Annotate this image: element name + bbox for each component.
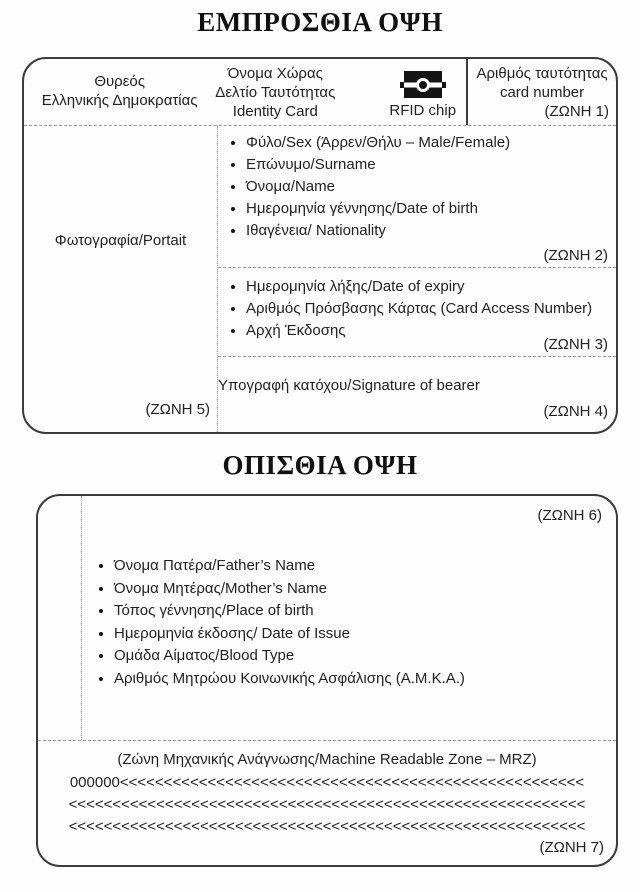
zone6-section: [82, 496, 616, 740]
list-item: • Ημερομηνία γέννησης/Date of birth: [246, 198, 616, 220]
list-item: • Όνομα Πατέρα/Father’s Name: [114, 555, 616, 578]
crest-label-line1: Θυρεός: [94, 73, 145, 90]
photo-label: Φωτογραφία/Portait: [54, 232, 187, 249]
list-item: • Αριθμός Πρόσβασης Κάρτας (Card Access Number): [246, 298, 616, 320]
mrz-line-1: 000000<<<<<<<<<<<<<<<<<<<<<<<<<<<<<<<<<<<<<<<<<<<<<<<<<<<<<: [69, 774, 585, 791]
back-card-diagram: [36, 494, 618, 867]
list-item: • Τόπος γέννησης/Place of birth: [114, 600, 616, 623]
list-item: • Επώνυμο/Surname: [246, 154, 616, 176]
crest-cell: [24, 59, 215, 125]
mrz-line-3: <<<<<<<<<<<<<<<<<<<<<<<<<<<<<<<<<<<<<<<<<<<<<<<<<<<<<<<<<<<: [68, 818, 586, 835]
country-name-cell: [215, 59, 379, 125]
front-zones-column: [218, 126, 616, 432]
back-bullet-list: [82, 555, 616, 690]
front-card-diagram: [22, 57, 618, 434]
zone7-label: (ΖΩΝΗ 7): [539, 839, 604, 856]
back-left-margin-cell: [38, 496, 82, 740]
country-line2: Δελτίο Ταυτότητας: [215, 83, 336, 101]
zone2-section: [218, 126, 616, 268]
list-item: • Αριθμός Μητρώου Κοινωνικής Ασφάλισης (Α.Μ.Κ.Α.): [114, 668, 616, 691]
rfid-cell: [379, 59, 466, 125]
crest-label-line2: Ελληνικής Δημοκρατίας: [41, 92, 198, 109]
zone1-line1: Αριθμός ταυτότητας: [476, 64, 608, 82]
back-side-title: ΟΠΙΣΘΙΑ ΟΨΗ: [222, 450, 418, 480]
list-item: • Ημερομηνία έκδοσης/ Date of Issue: [114, 623, 616, 646]
zone1-label: (ΖΩΝΗ 1): [544, 102, 609, 120]
zone3-section: [218, 268, 616, 357]
list-item: • Ημερομηνία λήξης/Date of expiry: [246, 276, 616, 298]
country-line3: Identity Card: [232, 102, 318, 120]
list-item: • Όνομα/Name: [246, 176, 616, 198]
zone1-cell: [466, 59, 616, 125]
signature-label: Υπογραφή κατόχου/Signature of bearer: [218, 377, 480, 394]
zone2-bullet-list: [218, 132, 616, 242]
list-item: • Φύλο/Sex (Άρρεν/Θήλυ – Male/Female): [246, 132, 616, 154]
list-item: • Ιθαγένεια/ Nationality: [246, 220, 616, 242]
zone4-label: (ΖΩΝΗ 4): [543, 403, 608, 420]
rfid-label: RFID chip: [389, 102, 457, 119]
front-header-row: [24, 59, 616, 126]
front-side-title: ΕΜΠΡΟΣΘΙΑ ΟΨΗ: [197, 7, 443, 37]
list-item: • Όνομα Μητέρας/Mother’s Name: [114, 578, 616, 601]
front-body: [24, 126, 616, 432]
zone3-label: (ΖΩΝΗ 3): [543, 336, 608, 353]
zone6-label: (ΖΩΝΗ 6): [537, 507, 602, 524]
photo-zone5-cell: [24, 126, 218, 432]
rfid-chip-icon: [400, 71, 446, 98]
zone2-label: (ΖΩΝΗ 2): [543, 247, 608, 264]
country-line1: Όνομα Χώρας: [227, 64, 323, 82]
zone5-label: (ΖΩΝΗ 5): [145, 401, 210, 418]
mrz-line-2: <<<<<<<<<<<<<<<<<<<<<<<<<<<<<<<<<<<<<<<<<<<<<<<<<<<<<<<<<<<: [68, 796, 586, 813]
back-main-area: [38, 496, 616, 741]
zone1-line2: card number: [499, 83, 585, 101]
mrz-section: [38, 741, 616, 865]
mrz-heading: (Ζώνη Μηχανικής Ανάγνωσης/Machine Readable Zone – MRZ): [117, 751, 537, 768]
zone3-bullet-list: [218, 276, 616, 342]
list-item: • Αρχή Έκδοσης: [246, 320, 616, 342]
zone4-section: [218, 357, 616, 432]
list-item: • Ομάδα Αίματος/Blood Type: [114, 645, 616, 668]
